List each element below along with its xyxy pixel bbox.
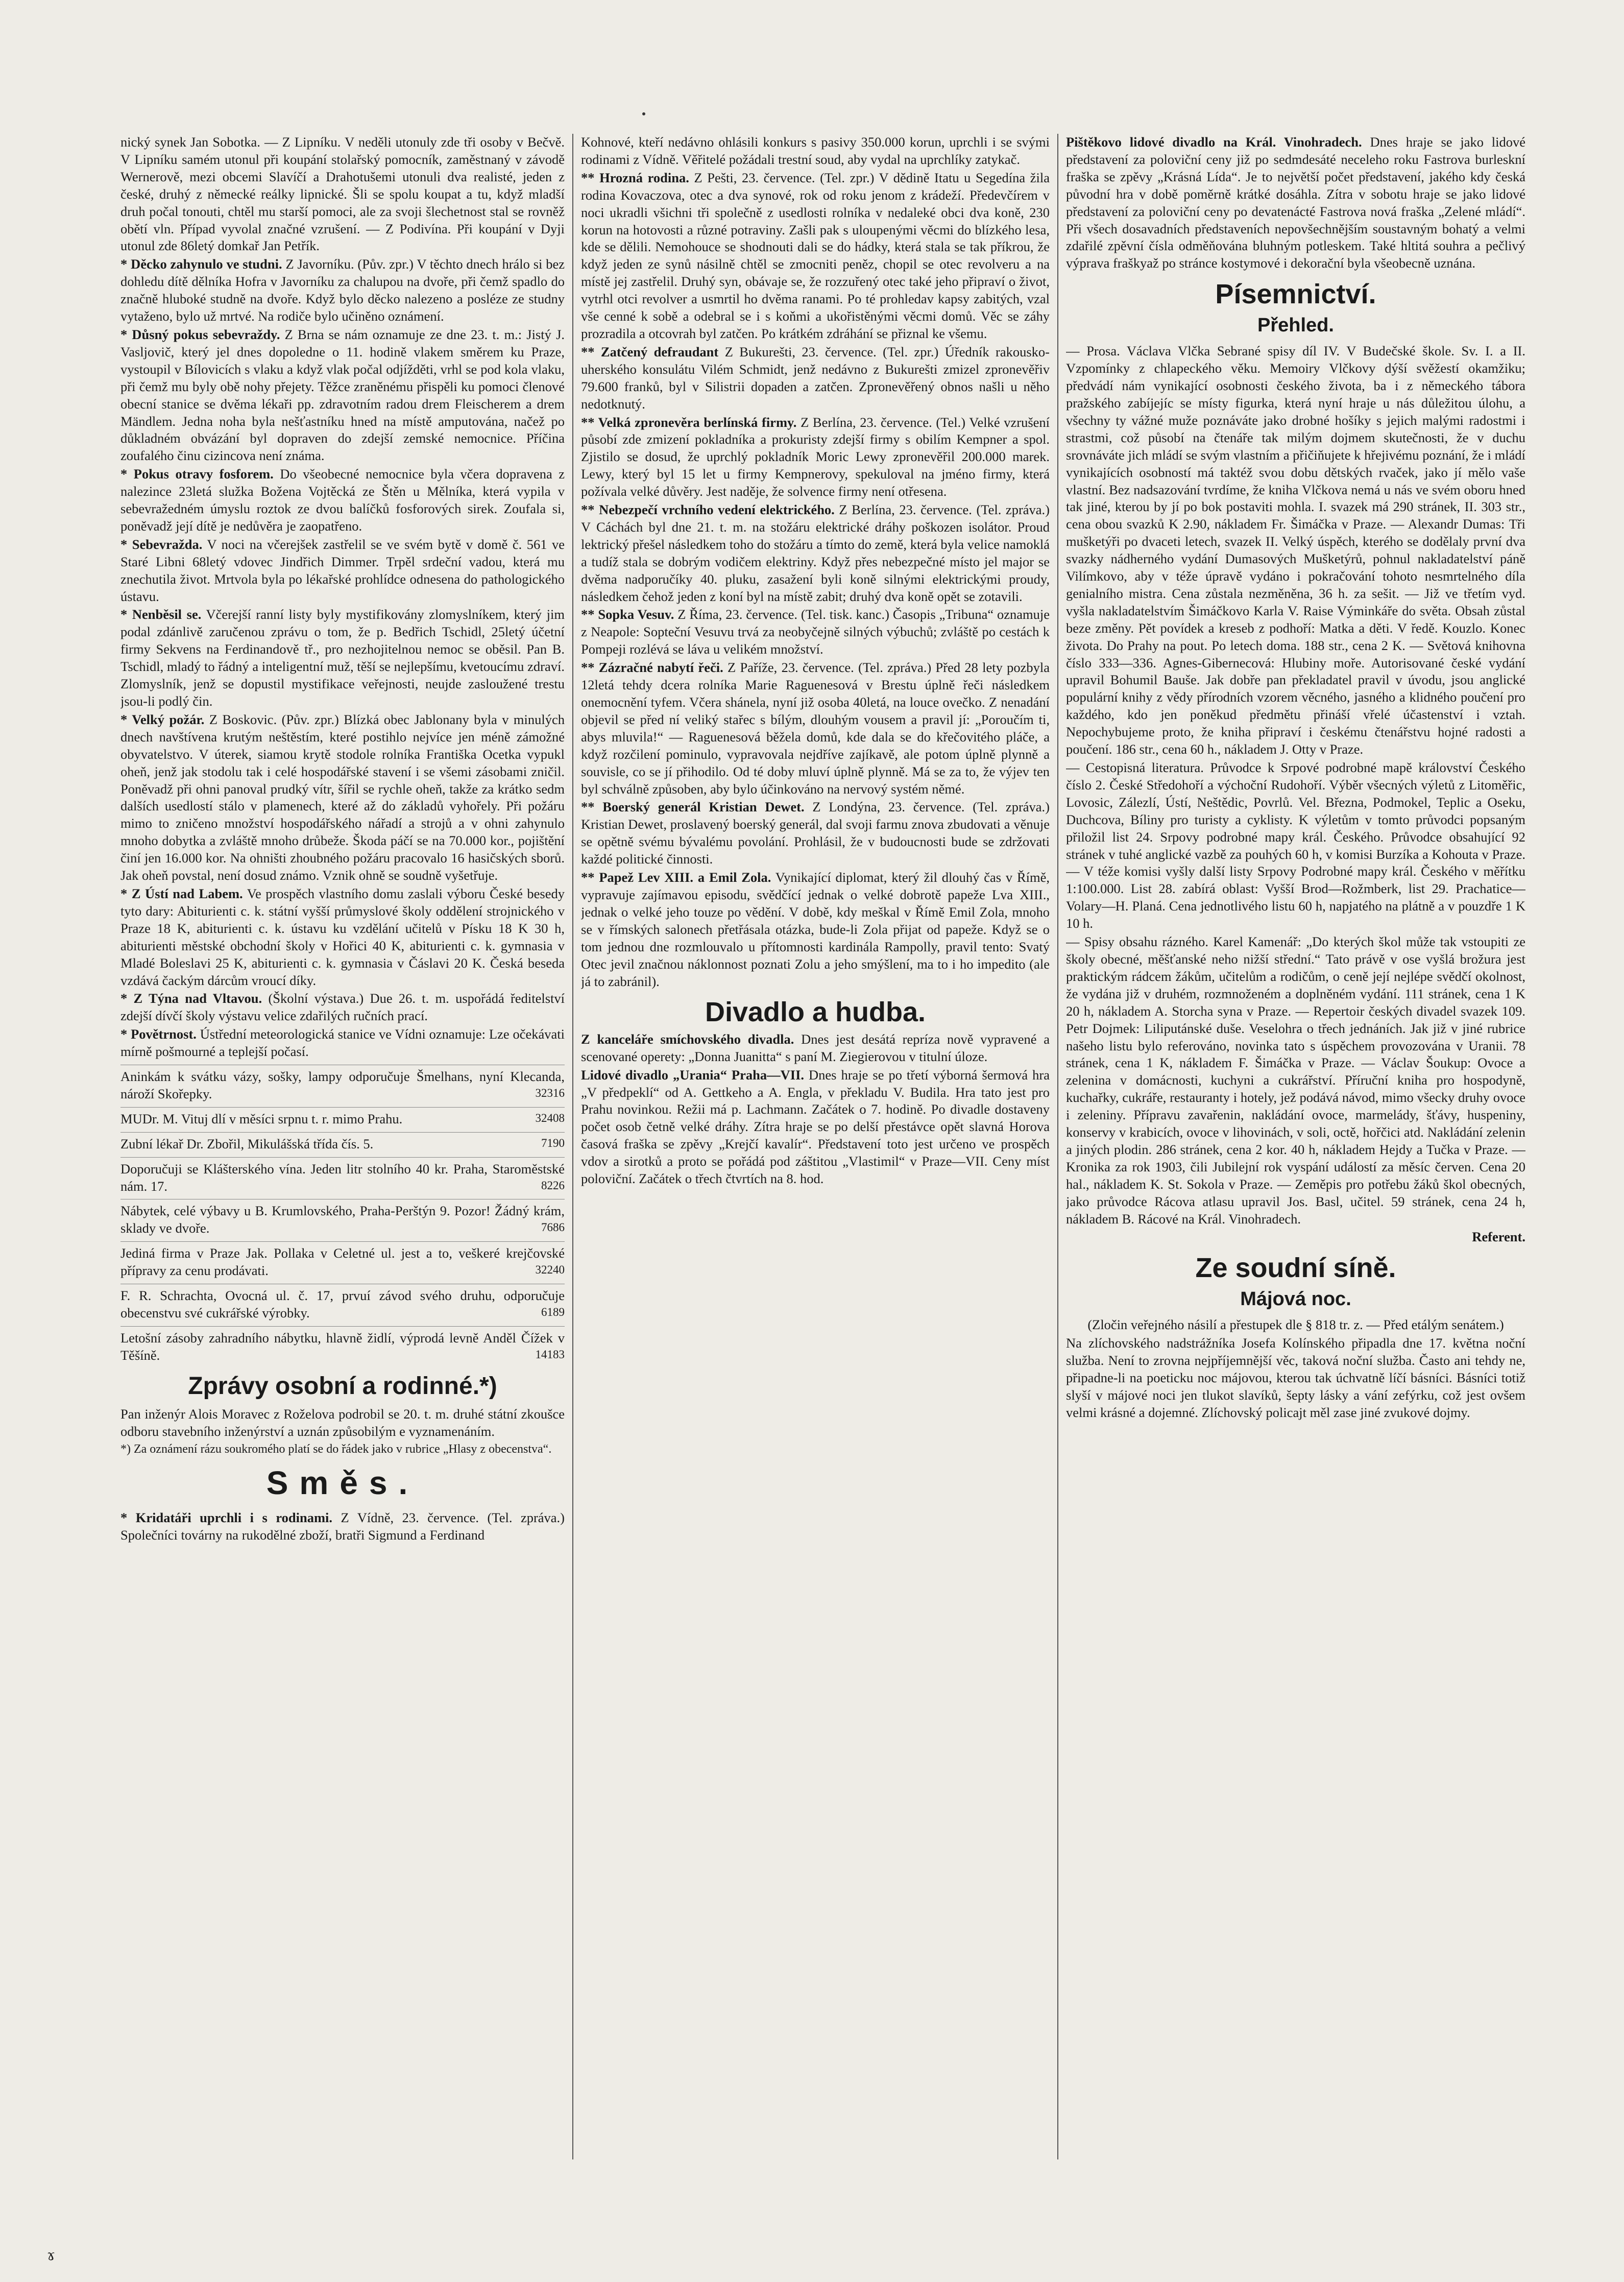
headline: * Nenběsil se. <box>120 607 202 622</box>
review-cestopis: — Cestopisná literatura. Průvodce k Srpové podrobné mapě království Českého číslo 2. České Středohoří a výchoční Rudohoří. Výběr všecných výletů z Litoměřic, Lovosic, Zálezlí, Ústí, Neštědic, Povrlů. Vel. Března, Podmokel, Teplic a Oseku, Duchcova, Bíliny pro turisty a cyklisty. K výletům v tomto průvodci popsaným přiložil list 24. Srpovy podrobné mapy král. Českého. Průvodce obsahující 92 stránek v tuhé anglické vazbě za pouhých 60 h, v komisi Burzíka a Kohouta v Praze. — V téže komisi vyšly další listy Srpovy Podrobné mapy král. Českého v měřítku 1:100.000. List 28. zabírá oblast: Vyšší Brod—Rožmberk, list 29. Prachatice—Volary—H. Planá. Cena jednotlivého listu 60 h, napjatého na plátně a v pouzdře 1 K 10 h. <box>1066 760 1525 931</box>
subsection-prehled: Přehled. <box>1257 314 1334 336</box>
column-rule-1 <box>572 134 573 2159</box>
headline: * Pokus otravy fosforem. <box>120 466 274 482</box>
ad-vituj: MUDr. M. Vituj dlí v měsíci srpnu t. r. mimo Prahu. 32408 <box>120 1107 565 1128</box>
ad-vino: Doporučuji se Klášterského vína. Jeden litr stolního 40 kr. Praha, Staroměstské nám. 17. 8226 <box>120 1157 565 1195</box>
ad-aninkam: Aninkám k svátku vázy, sošky, lampy odporučuje Šmelhans, nyní Klecanda, nároží Skořepky. 32316 <box>120 1065 565 1103</box>
headline: ** Sopka Vesuv. <box>581 607 674 622</box>
headline: * Děcko zahynulo ve studni. <box>120 256 282 272</box>
article-pozar: * Velký požár. Z Boskovic. (Pův. zpr.) Blízká obec Jablonany byla v minulých dnech navštívena krutým neštěstím, které postihlo nejvíce jen méně zámožné obyvatelstvo. V úterek, siamou krytě stodole rolníka Františka Ocetka vypukl oheň, jenž jak stodolu tak i celé hospodářské stavení i se všemi zásobami zničil. Poněvadž při ohni panoval prudký vítr, šířil se rychle oheň, takže za krátko sedm dalších usedlostí stálo v plamenech, které až do základů vyhořely. Při požáru mimo to zničeno množství hospodářského nářadí a strojů a v ohni zahynulo mnoho dobytka a zvláště mnoho drůbeže. Škoda páčí se na 70.000 kor., pojištění činí jen 16.000 kor. Na ohništi zhoubného požáru pracovalo 16 hasičských sborů. Jak oheň povstal, není dosud známo. Vznik ohně se soudně vyšetřuje. <box>120 711 565 883</box>
article-kolinsky: Na zlíchovského nadstrážníka Josefa Kolínského připadla dne 17. května noční služba. Není to zrovna nejpříjemnější věc, taková noční služba. Často ani tehdy ne, připadne-li na poeticku noc májovou, kterou tak úchvatně líčí básníci. Básníci totiž slyší v májové noci jen tlukot slavíků, šepty lásky a vání zefýrku, což jest ovšem velmi krásné a dojemné. Zlíchovský policajt měl zase jiné zvukové dojmy. <box>1066 1335 1525 1420</box>
article-papez: ** Papež Lev XIII. a Emil Zola. Vynikající diplomat, který žil dlouhý čas v Římě, vypravuje zajímavou episodu, svědčící jednak o velké dobrotě papeže Lva XIII., jednak o velké jeho touze po vědění. V době, kdy meškal v Římě Emil Zola, mnoho se v římských salonech přetřásala otázka, bude-li Zola přijat od papeže. Když se o tom jednou dne rozmlouvalo u přítomnosti kardinála Rampolly, pravil tento: Svatý Otec jevil značnou náklonnost poznati Zolu a jeho smýšlení, ma to i ho impedito (ale já to zabránil). <box>581 870 1050 989</box>
article-lipnik: nický synek Jan Sobotka. — Z Lipníku. V neděli utonuly zde tři osoby v Bečvě. V Lipníku samém utonul při koupání stolařský pomocník, zaměstnaný v závodě Wernerově, mezi obcemi Slavíčí a Drahotušemi utonuli dva realisté, jeden z české, druhý z německé reálky lipnické. Šli se spolu koupat a tu, když mladší druh počal tonouti, chtěl mu starší pomoci, ale za svoji šlechetnost stal se rovněž obětí vln. Případ vyvolal značné vzrušení. — Z Podivína. Při koupání v Dyji utonul zde 86letý domkař Jan Petřík. <box>120 134 565 254</box>
headline: ** Velká zpronevěra berlínská firmy. <box>581 414 797 430</box>
signature-referent: Referent. <box>1472 1229 1525 1245</box>
article-sebevrazda: * Sebevražda. V noci na včerejšek zastřelil se ve svém bytě v domě č. 561 ve Staré Libni 68letý vdovec Jindřich Dimmer. Trpěl srdeční vadou, která mu znechutila život. Mrtvola byla po lékařské prohlídce odnesena do pathologického ústavu. <box>120 536 565 604</box>
article-zpronevera: ** Velká zpronevěra berlínská firmy. Z Berlína, 23. července. (Tel.) Velké vzrušení působí zde zmizení pokladníka a prokuristy zdejší firmy s obilím Kempner a spol. Zjistilo se dosud, že uprchlý pokladník Moric Lewy zpronevěřil 200.000 marek. Lewy, který byl 15 let u firmy Kempnerovy, spekuloval na jméno firmy, která požívala velké důvěry. Jest naděje, že solvence firmy není otřesena. <box>581 414 1050 499</box>
ad-schrachta: F. R. Schrachta, Ovocná ul. č. 17, prvuí závod svého druhu, odporučuje obecenstvu své cukrářské výrobky. 6189 <box>120 1284 565 1322</box>
ad-zbořil: Zubní lékař Dr. Zbořil, Mikulášská třída čís. 5. 7190 <box>120 1132 565 1153</box>
headline: * Velký požár. <box>120 711 205 727</box>
article-javornik: * Děcko zahynulo ve studni. Z Javorníku. (Pův. zpr.) V těchto dnech hrálo si bez dohledu dítě dělníka Hofra v Javorníku za chalupou na dvoře, při čemž spadlo do značně hluboké studně na dvoře. Když bylo děcko nalezeno a posléze ze studny vytaženo, bylo už mrtvé. Na rodiče bylo učiněno oznámení. <box>120 256 565 324</box>
article-urania: Lidové divadlo „Urania“ Praha—VII. Dnes hraje se po třetí výborná šermová hra „V předpeklí“ od A. Gettkeho a A. Engla, v překladu V. Budila. Hra tato jest pro Prahu novinkou. Režii má p. Lachmann. Začátek o 7. hodině. Po divadle dostaveny počet osob četně velké dráhy. Zítra hraje se po delší přestávce opět slavná Horova časová fraška se zpěvy „Krejčí kavalír“. Představení toto jest určeno ve prospěch vdov a sirotků a proto se pořádá pod záštitou „Vlastimil“ v Praze—VII. Ceny míst poloviční. Začátek o třech čtvrtích na 8. hod. <box>581 1067 1050 1187</box>
headline: * Z Ústí nad Labem. <box>120 885 243 901</box>
section-title-divadlo: Divadlo a hudba. <box>705 997 926 1028</box>
section-title-soud: Ze soudní síně. <box>1195 1253 1396 1284</box>
headline: ** Nebezpečí vrchního vedení elektrického. <box>581 502 835 518</box>
article-moravec: Pan inženýr Alois Moravec z Roželova podrobil se 20. t. m. druhé státní zkoušce odboru stavebního inženýrství a uznán způsobilým e vyznamenáním. <box>120 1406 565 1439</box>
article-zazracne: ** Zázračné nabytí řeči. Z Paříže, 23. července. (Tel. zpráva.) Před 28 lety pozbyla 12letá tehdy dcera rolníka Marie Raguenesová v Brestu úplně řeči následkem onemocnění tyfem. Včera shánela, nyní již osoba 40letá, na louce ovečko. Z nenadání objevil se před ní veliký stařec s bílým, dlouhým vousem a pravil jí: „Poroučím ti, abys mluvila!“ — Raguenesová běžela domů, kde dala se do křečovitého pláče, a když rozčilení pominulo, vypravovala nejdříve zajíkavě, ale potom úplně plynně a souvisle, co se jí přihodilo. Od té doby mluví úplně plynně. Má se za to, že výjev ten byl schválně způsoben, aby bylo účinkováno na nervový systém němé. <box>581 660 1050 797</box>
page-speck <box>642 112 645 115</box>
headline: * Z Týna nad Vltavou. <box>120 991 262 1006</box>
headline: * Sebevražda. <box>120 536 203 552</box>
headline: ** Zázračné nabytí řeči. <box>581 660 723 676</box>
ad-cizek: Letošní zásoby zahradního nábytku, hlavně židlí, výprodá levně Anděl Čížek v Těšíně. 14183 <box>120 1326 565 1364</box>
article-vesuv: ** Sopka Vesuv. Z Říma, 23. července. (Tel. tisk. kanc.) Časopis „Tribuna“ oznamuje z Neapole: Sopteční Vesuvu trvá za neobyčejně silných výbuchů; zvláště po cestách k Pompeji rozlévá se láva u velikém množství. <box>581 607 1050 657</box>
article-nenbesil: * Nenběsil se. Včerejší ranní listy byly mystifikovány zlomyslníkem, který jim podal zdánlivě zaručenou zprávu o tom, že p. Bedřich Tschidl, 25letý účetní firmy Sekvens na Ferdinandově tř., pro nezhojitelnou nemoc se oběsil. Pan B. Tschidl, mladý to řádný a inteligentní muž, těší se nejlepšímu, kvetoucímu zdraví. Zlomyslník, jenž se dopustil mystifikace veřejnosti, neujde zasloužené trestu jsou-li podlý čin. <box>120 607 565 709</box>
headline: ** Boerský generál Kristian Dewet. <box>581 799 805 815</box>
article-elektrina: ** Nebezpečí vrchního vedení elektrického. Z Berlína, 23. července. (Tel. zpráva.) V Cáchách byl dne 21. t. m. na stožáru elektrické dráhy poškozen isolátor. Proud lektrický přešel následkem toho do stožáru a tímto do země, která byla velice namoklá a tudíž stala se dobrým vodičem elektriny. Když přes nebezpečné místo jel major se dvěma nadporučíky 40. pluku, zasažení byli koně silnými elektrickými proudy, následkem čehož jeden z koní byl na místě zabit; druhý dva koně opět se zotavili. <box>581 502 1050 604</box>
article-kohn: Kohnové, kteří nedávno ohlásili konkurs s pasivy 350.000 korun, uprchli i se svými rodinami z Vídně. Věřitelé požádali trestní soud, aby vydal na uprchlíky zatykač. <box>581 134 1050 167</box>
ad-pollak: Jediná firma v Praze Jak. Pollaka v Celetné ul. jest a to, veškeré krejčovské přípravy za cenu prodávati. 32240 <box>120 1241 565 1280</box>
article-brno: * Důsný pokus sebevraždy. Z Brna se nám oznamuje ze dne 23. t. m.: Jistý J. Vasljovič, který jel dnes dopoledne o 11. hodině vlakem směrem ku Praze, vystoupil v Bílovicích s vlaku a když vlak počal odjížděti, vrhl se pod kola vlaku, při čemž mu byly obě nohy přejety. Těžce zraněnému přispěli ku pomoci členové obecní stanice se dvěma lékaři pp. zdravotním radou drem Fleischerem a drem Mändlem. Jedna noha byla nešťastníku hned na místě amputována, načež po důkladném obvázání byl dopraven do zdejší zemské nemocnice. Příčina zoufalého činu cizincova není známa. <box>120 326 565 464</box>
article-kridatari: * Kridatáři uprchli i s rodinami. Z Vídně, 23. července. (Tel. zpráva.) Společníci továrny na rukodělné zboží, bratři Sigmund a Ferdinand <box>120 1509 565 1543</box>
section-title-pisemnictvi: Písemnictví. <box>1215 279 1376 310</box>
article-hrozna-rodina: ** Hrozná rodina. Z Pešti, 23. července. (Tel. zpr.) V dědině Itatu u Segedína žila rodina Kovaczova, otec a dva synové, rok od roku jenom z krádeží. Předevčírem v noci ukradli všichni tři společně z usedlosti rolníka v nedaleké obci dva koně, 230 korun na hotovosti a různé potraviny. Zašli pak s uloupenými věcmi do blízkého lesa, kde se dělili. Nemohouce se shodnouti dali se do hádky, která stala se tak příkrou, že když jeden ze synů násilně chtěl se zmocniti peněz, chopil se otec revolveru a na místě jej zastřelil. Druhý syn, obávaje se, že rozzuřený otec také jeho připraví o život, vytrhl otci revolver a usmrtil ho dvěma ranami. Po té prohledav kapsy zabitých, vzal vše cenné k sobě a odebral se i s koňmi a ukořistěnými věcmi domů. Věc se záhy prozradila a otcovrah byl zatčen. Po krátkém zdráhání se přiznal ke všemu. <box>581 170 1050 341</box>
headline: ** Papež Lev XIII. a Emil Zola. <box>581 870 771 885</box>
article-usti: * Z Ústí nad Labem. Ve prospěch vlastního domu zaslali výboru České besedy tyto dary: Abiturienti c. k. státní vyšší průmyslové školy oddělení strojnického v Praze 18 K, abiturienti c. k. ústavu ku vzdělání učitelů v Písku 18 K 30 h, abiturienti městské obchodní školy v Hořici 40 K, abiturienti c. k. gymnasia v Mladé Boleslavi 25 K, abiturienti c. k. gymnasia v Čáslavi 20 K. Česká beseda vzdává čackým dárcům vroucí díky. <box>120 885 565 988</box>
article-dewet: ** Boerský generál Kristian Dewet. Z Londýna, 23. července. (Tel. zpráva.) Kristian Dewet, proslavený boerský generál, dal svoji farmu znova zbudovati a věnuje se opětně svému bývalému povolání. Prohlásil, že v budoucnosti bude se zdržovati každé politické činnosti. <box>581 799 1050 867</box>
ad-nabytek: Nábytek, celé výbavy u B. Krumlovského, Praha-Perštýn 9. Pozor! Žádný krám, sklady ve dvoře. 7686 <box>120 1199 565 1237</box>
article-pistek: Pištěkovo lidové divadlo na Král. Vinohradech. Dnes hraje se jako lidové představení za poloviční ceny již po sedmdesáté neceleho roku Fastrova burleskní fraška se zpěvy „Krásná Lída“. Je to největší počet představení, jakého kdy česká původní hra v době poměrně krátké dosáhla. Zítra v sobotu hraje se jako lidové představení za poloviční ceny po devatenácté Fastrova nová fraška „Zelené mládí“. Při všech dosavadních představeních nepovšechnějším soustavným bohatý a velmi zdařilé zpěvní čísla odměňována bluhným potleskem. Také hltitá souhra a pečlivý výprava fraškyaž po stránce kostymové i dekorační byla všeobecně uznána. <box>1066 134 1525 271</box>
article-tyn: * Z Týna nad Vltavou. (Školní výstava.) Due 26. t. m. uspořádá ředitelství zdejší dívčí školy výstavu velice zdařilých ručních prací. <box>120 991 565 1024</box>
article-smichov: Z kanceláře smíchovského divadla. Dnes jest desátá repríza nově vypravené a scenované operety: „Donna Juanitta“ s paní M. Ziegierovou v titulní úloze. <box>581 1031 1050 1064</box>
subtitle-zlocin: (Zločin veřejného násilí a přestupek dle § 818 tr. z. — Před etálým senátem.) <box>1087 1317 1504 1333</box>
review-prosa: — Prosa. Václava Vlčka Sebrané spisy díl IV. V Budečské škole. Sv. I. a II. Vzpomínky z chlapeckého věku. Memoiry Vlčkovy dýší svěžestí okamžiku; předvádí nám vynikající osobnosti českého života, ba i z německého tábora pražského zabíjejíc se místy figurka, která nyní hraje u nás důležitou úlohu, a všechny ty vážné muže poznáváte jako drobné hošíky s jejich malými radostmi i strastmi, což působí na čtenáře tak milým dojmem skutečnosti, že v duchu srovnáváte jich mládí se svým vlastním a přičiňujete k hřejivému poznání, že i mládí vynikajících osobností má taktéž svou dobu dětských rvaček, jako jí mělo vaše vlastní. Bez nadsazování tvrdíme, že kniha Vlčkova nemá u nás ve svém oboru hned tak jiné, kterou by jí po bok postaviti mohla. I. svazek má 290 stránek, II. 303 str., cena obou svazků K 2.90, nákladem Fr. Šimáčka v Praze. — Alexandr Dumas: Tři mušketýři po dvaceti letech, svazek II. Velký úspěch, kterého se dodělaly první dva svazky nádherného vydání Dumasových Mušketýrů, pohnul nakladatelství páně Vilímkovo, aby v téže úpravě vydáno i pokračování tohoto nesmrtelného díla genialního mistra. Cena zůstala nezměněna, 36 h. za sešit. — Již ve třetím vyd. vyšla nakladatelstvím Šimáčkovo Karla V. Raise Výminkáře do světa. Obsah zůstal beze změny. Pět povídek a kreseb z podhoří: Matka a děti. V ředě. Kouzlo. Konec života. Do Prahy na pout. Po letech doma. 188 str., cena 2 K. — Světová knihovna číslo 333—336. Agnes-Gibernecová: Hlubiny moře. Autorisované české vydání upravil Bohumil Bauše. Jak dobře pan překladatel pravil v úvodu, jsou anglické populární knihy z vědy přírodních vzorem věcného, jasného a klidného poučení pro každého, kdo jen poněkud předmětu přináší vřelé účastenství i vztah. Nepochybujeme proto, že kniha připraví i českému čtenářstvu hojné radosti a poučení. 186 str., cena 60 h., nákladem J. Otty v Praze. <box>1066 343 1525 757</box>
headline: ** Hrozná rodina. <box>581 170 689 185</box>
headline: * Kridatáři uprchli i s rodinami. <box>120 1509 333 1525</box>
column-2 <box>581 134 1050 2159</box>
article-defraudant: ** Zatčený defraudant Z Bukurešti, 23. července. (Tel. zpr.) Úředník rakousko-uherského konsulátu Vilém Schmidt, jenž nedávno z Bukurešti zmizel zpronevěřiv 79.600 franků, byl v Silistrii dopaden a zatčen. Zpronevěřený obnos našli u něho nedotknutý. <box>581 344 1050 412</box>
subsection-majova-noc: Májová noc. <box>1240 1288 1351 1310</box>
headline: Z kanceláře smíchovského divadla. <box>581 1031 794 1047</box>
column-3 <box>1066 134 1525 2159</box>
corner-mark: ɤ <box>47 2247 55 2264</box>
section-title-zpravy: Zprávy osobní a rodinné.*) <box>188 1372 497 1400</box>
column-rule-2 <box>1057 134 1058 2159</box>
headline: Pištěkovo lidové divadlo na Král. Vinohradech. <box>1066 134 1362 150</box>
article-fosfor: * Pokus otravy fosforem. Do všeobecné nemocnice byla včera dopravena z nalezince 23letá služka Božena Vojtěcká ze Štěn u Mělníka, která vypila v sebevražedném úmyslu roztok ze dvou balíčků fosforových sirek. Zoufala si, poněvadž její dítě je nedůvěra je zaopatřeno. <box>120 466 565 534</box>
headline: * Důsný pokus sebevraždy. <box>120 326 280 342</box>
headline: ** Zatčený defraudant <box>581 344 719 359</box>
review-spisy: — Spisy obsahu rázného. Karel Kamenář: „Do kterých škol může tak vstoupiti ze školy obecné, měšťanské neho nižší střední.“ Tato právě v ose vyšlá brožura jest praktickým rádcem žákům, učitelům a rodičům, o ceně její nejlépe svědčí okolnost, že vydána již v druhém, rozmnoženém a doplněném vydání. 111 stránek, cena 1 K 20 h, nákladem A. Storcha syna v Praze. — Repertoir českých divadel svazek 109. Petr Dojmek: Liliputánské duše. Veselohra o třech jednáních. Jak již v jiné rubrice našeho listu bylo referováno, novinka tato s úspěchem provozována v Uranii. 78 stránek, cena 1 K, nákladem F. Šimáčka v Praze. — Václav Šoukup: Ovoce a zelenina v domácnosti, kuchyni a cukrářství. Příruční kniha pro hospodyně, kuchařky, cukráře, restauranty i hotely, jež podává návod, mimo všecky druhy ovoce i zeleniny. Přípravu zavařenin, nakládání ovoce, marmelády, šťávy, huspeniny, konservy v krabicích, ovoce v lihovinách, v soli, octě, hořčici atd. Nakládání zelenin a jiných plodin. 286 stránek, cena 2 kor. 40 h, nákladem Hejdy a Tučka v Praze. — Kronika za rok 1903, čili Jubilejní rok vyspání událostí za měsíc červen. Cena 20 hal., nákladem K. St. Sokola v Praze. — Zeměpis pro potřebu žáků škol obecných, jako průvodce Rácova atlasu upravil Jos. Basl, učitel. 59 stránek, cena 24 h, nákladem B. Rácové na Král. Vinohradech. <box>1066 934 1525 1227</box>
section-title-smes: Směs. <box>266 1464 419 1501</box>
column-1 <box>120 134 565 2159</box>
footnote: *) Za oznámení rázu soukromého platí se do řádek jako v rubrice „Hlasy z obecenstva“. <box>120 1442 552 1456</box>
article-povetrnost: * Povětrnost. Ústřední meteorologická stanice ve Vídni oznamuje: Lze očekávati mírně pošmourné a teplejší počasí. <box>120 1026 565 1060</box>
headline: Lidové divadlo „Urania“ Praha—VII. <box>581 1067 805 1083</box>
headline: * Povětrnost. <box>120 1026 197 1042</box>
